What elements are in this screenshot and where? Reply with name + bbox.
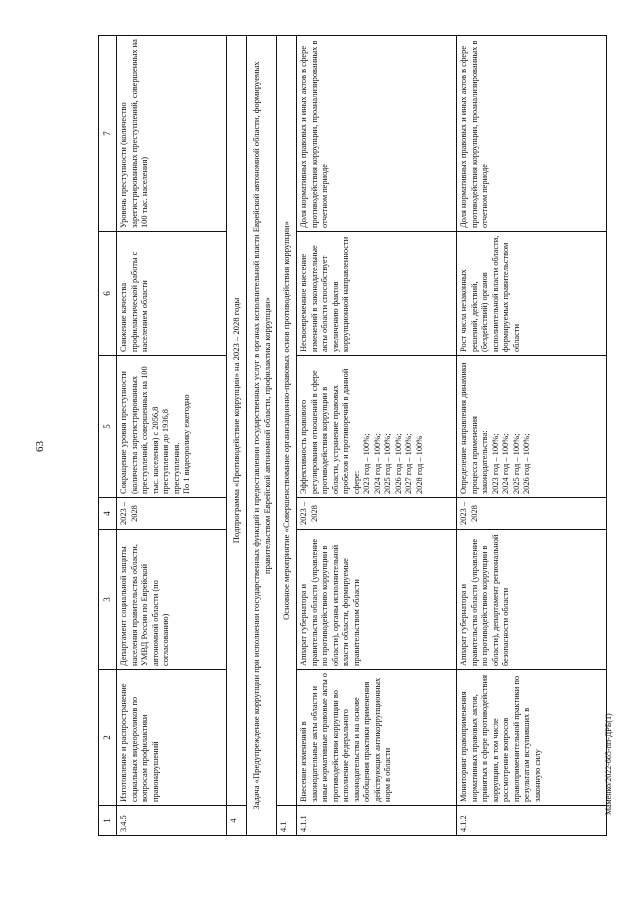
header-col-4: 4 (99, 498, 117, 530)
event-name: Изготовление и распространение социальных видеороликов по вопросам профилактики правонарушений (117, 670, 227, 806)
table-row (457, 36, 607, 836)
consequences: Снижение качества профилактической работы с населением области (117, 232, 227, 356)
responsible-executor: Аппарат губернатора и правительства области (управление по противодействию коррупции в области), департамент региональной безопасности области (457, 530, 607, 670)
row-number: 3.4.5 (117, 806, 227, 836)
period: 2023 – 2028 (117, 498, 227, 530)
expected-result: Эффективность правового регулирования отношений в сфере противодействия коррупции в области, устранение правовых пробелов и противоречий в данной сфере: 2023 год – 100%; 2024 год – 100%; 2025 год – 100%; 2026 год – 100%; 2027 год – 100%; 2028 год – 100% (297, 356, 457, 498)
table-row (297, 36, 457, 836)
subprogram-row (227, 36, 247, 836)
event-name: Мониторинг правоприменения нормативных правовых актов, принятых в сфере противодействия коррупции, в том числе рассмотрение вопросов правоприменительной практики по результатам вступивших в законную силу (457, 670, 607, 806)
main-event-number: 4.1 (277, 806, 297, 836)
period: 2023 – 2028 (297, 498, 457, 530)
indicator-link: Доля нормативных правовых и иных актов в сфере противодействия коррупции, проанализированных в отчетном периоде (297, 36, 457, 232)
subprogram-number: 4 (227, 806, 247, 836)
row-number: 4.1.2 (457, 806, 607, 836)
responsible-executor: Департамент социальной защиты населения правительства области, УМВД России по Еврейской автономной области (по согласованию) (117, 530, 227, 670)
header-col-3: 3 (99, 530, 117, 670)
header-col-6: 6 (99, 232, 117, 356)
header-col-5: 5 (99, 356, 117, 498)
page-number: 63 (34, 441, 46, 452)
period: 2023 – 2028 (457, 498, 607, 530)
program-table (98, 35, 607, 836)
main-event-row (277, 36, 297, 836)
subprogram-title: Подпрограмма «Противодействие коррупции» на 2023 – 2028 годы (227, 36, 247, 806)
table-row (117, 36, 227, 836)
rotated-table-container (98, 36, 626, 836)
header-col-2: 2 (99, 670, 117, 806)
header-col-1: 1 (99, 806, 117, 836)
consequences: Несвоевременное внесение изменений в законодательные акты области способствует увеличению фактов коррупционной направленности (297, 232, 457, 356)
expected-result: Определение направления динамики процесса применения законодательства: 2023 год – 100%; 2024 год – 100%; 2025 год – 100%; 2026 год – 100%; (457, 356, 607, 498)
task-row (246, 36, 276, 836)
indicator-link: Доля нормативных правовых и иных актов в сфере противодействия коррупции, проанализированных в отчетном периоде (457, 36, 607, 232)
expected-result: Сокращение уровня преступности (количества зарегистрированных преступлений, совершенных на 100 тыс. населения) с 2056,8 преступления до 1936,8 преступления. По 1 видеоролику ежегодно (117, 356, 227, 498)
task-title: Задача «Предупреждение коррупции при исполнении государственных функций и предоставлении государственных услуг в органах исполнительной власти Еврейской автономной области, формируемых правительством Еврейской автономной области, профилактика коррупции» (246, 36, 276, 836)
event-name: Внесение изменений в законодательные акты области и иные нормативные правовые акты о противодействии коррупции во исполнение федерального законодательства и на основе обобщения практики применения действующих антикоррупционных норм в области (297, 670, 457, 806)
responsible-executor: Аппарат губернатора и правительства области (управление по противодействию коррупции в области), органы исполнительной власти области, формируемые правительством области (297, 530, 457, 670)
header-col-7: 7 (99, 36, 117, 232)
consequences: Рост числа незаконных решений, действий, (бездействий) органов исполнительной власти области, формируемых правительством области (457, 232, 607, 356)
indicator-link: Уровень преступности (количество зарегистрированных преступлений, совершенных на 100 тыс. населения) (117, 36, 227, 232)
main-event-title: Основное мероприятие «Совершенствование организационно-правовых основ противодействия коррупции» (277, 36, 297, 806)
header-row (99, 36, 117, 836)
document-footer: Маменко/2022-665-пп-ДРБ(1) (604, 713, 613, 815)
row-number: 4.1.1 (297, 806, 457, 836)
